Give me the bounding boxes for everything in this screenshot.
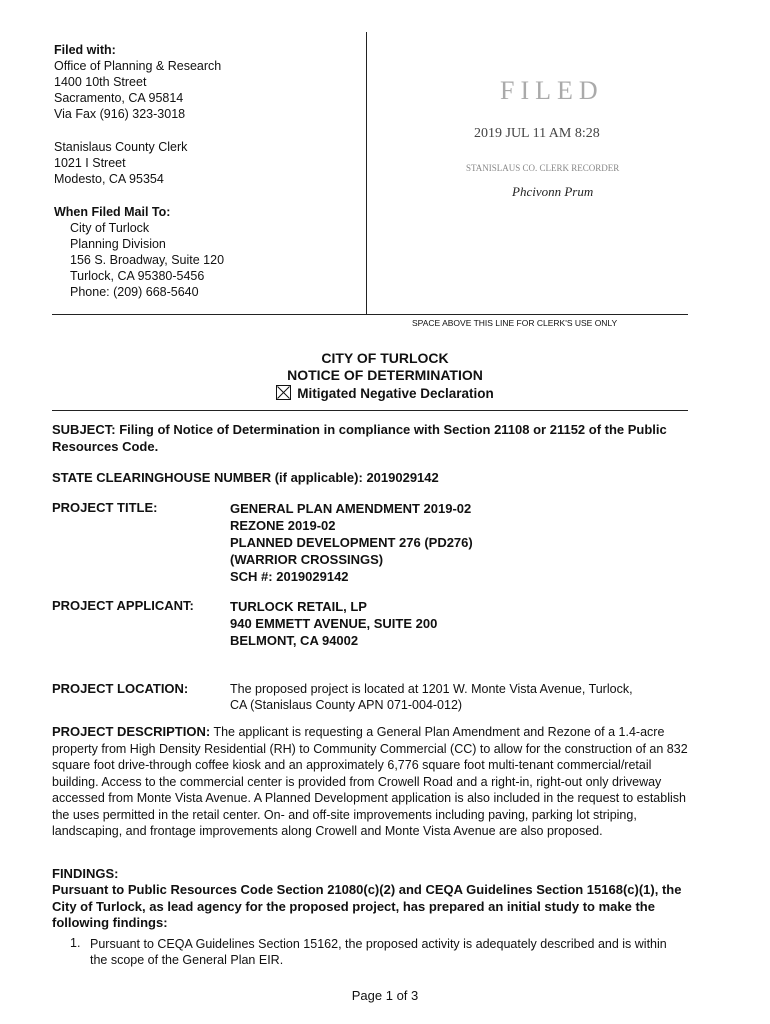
- clerk-use-caption: SPACE ABOVE THIS LINE FOR CLERK'S USE ONLY: [412, 318, 618, 328]
- declaration-line: [0, 385, 770, 401]
- location-line: The proposed project is located at 1201 W. Monte Vista Avenue, Turlock,: [230, 682, 633, 696]
- location-line: CA (Stanislaus County APN 071-004-012): [230, 698, 463, 712]
- county-address: 1021 I Street: [54, 156, 126, 170]
- notice-title: NOTICE OF DETERMINATION: [287, 367, 483, 383]
- applicant-line: 940 EMMETT AVENUE, SUITE 200: [230, 616, 438, 631]
- clearinghouse-number: 2019029142: [366, 470, 439, 485]
- mail-to-line: Phone: (209) 668-5640: [70, 285, 199, 299]
- vertical-divider: [366, 32, 367, 315]
- project-applicant-value: [230, 598, 437, 649]
- title-line: (WARRIOR CROSSINGS): [230, 552, 384, 567]
- mail-to-line: 156 S. Broadway, Suite 120: [70, 253, 225, 267]
- subject-text: Filing of Notice of Determination in compliance with Section 21108 or 21152 of the Public Resources Code.: [52, 422, 667, 454]
- clearinghouse-label: STATE CLEARINGHOUSE NUMBER (if applicable):: [52, 470, 363, 485]
- findings-intro: Pursuant to Public Resources Code Section 21080(c)(2) and CEQA Guidelines Section 15168(c)(1), the City of Turlock, as lead agency for the proposed project, has prepared an initial study to make the following findings:: [52, 882, 682, 930]
- opr-city: Sacramento, CA 95814: [54, 91, 184, 105]
- project-location-label: PROJECT LOCATION:: [52, 681, 189, 696]
- mail-to-line: City of Turlock: [70, 221, 150, 235]
- subject-label: SUBJECT:: [52, 422, 116, 437]
- mail-to-line: Turlock, CA 95380-5456: [70, 269, 205, 283]
- mail-to-heading: When Filed Mail To:: [54, 205, 171, 219]
- page-number: Page 1 of 3: [351, 988, 419, 1003]
- county-clerk-line: Stanislaus County Clerk: [54, 140, 188, 154]
- mail-to-line: Planning Division: [70, 237, 166, 251]
- city-title: CITY OF TURLOCK: [321, 350, 449, 366]
- description-label: PROJECT DESCRIPTION:: [52, 724, 211, 739]
- subject-block: [52, 422, 692, 455]
- project-description: [52, 724, 692, 840]
- project-title-label: PROJECT TITLE:: [52, 500, 158, 515]
- finding-number: 1.: [70, 936, 81, 950]
- description-text: The applicant is requesting a General Plan Amendment and Rezone of a 1.4-acre property from High Density Residential (RH) to Community Commercial (CC) to allow for the construction of an 832 square foot drive-through coffee kiosk and an approximately 6,776 square foot multi-tenant commercial/retail building. Access to the commercial center is provided from Crowell Road and a right-in, right-out only driveway accessed from Monte Vista Avenue. A Planned Development application is also included in the request to establish the uses permitted in the retail center. On- and off-site improvements including paving, parking lot striping, landscaping, and frontage improvements along Crowell and Monte Vista Avenue are also proposed.: [52, 725, 688, 838]
- title-line: PLANNED DEVELOPMENT 276 (PD276): [230, 535, 473, 550]
- opr-line: Office of Planning & Research: [54, 59, 222, 73]
- opr-fax: Via Fax (916) 323-3018: [54, 107, 186, 121]
- applicant-line: BELMONT, CA 94002: [230, 633, 359, 648]
- filed-stamp: FILED: [500, 76, 604, 105]
- declaration-text: Mitigated Negative Declaration: [297, 386, 494, 401]
- project-title-value: [230, 500, 473, 585]
- applicant-line: TURLOCK RETAIL, LP: [230, 599, 367, 614]
- title-line: REZONE 2019-02: [230, 518, 336, 533]
- title-line: GENERAL PLAN AMENDMENT 2019-02: [230, 501, 472, 516]
- stamp-signature: Phcivonn Prum: [512, 184, 594, 199]
- clerk-line: [52, 314, 688, 315]
- title-line: SCH #: 2019029142: [230, 569, 349, 584]
- filed-with-heading: Filed with:: [54, 43, 116, 57]
- checked-checkbox-icon: [276, 385, 291, 400]
- project-applicant-label: PROJECT APPLICANT:: [52, 598, 194, 613]
- project-location-value: [230, 681, 633, 713]
- stamp-date: 2019 JUL 11 AM 8:28: [474, 126, 600, 141]
- clearinghouse-line: [52, 470, 439, 485]
- header-divider: [52, 410, 688, 411]
- findings-label: FINDINGS:: [52, 866, 119, 881]
- finding-text: Pursuant to CEQA Guidelines Section 15162, the proposed activity is adequately described and is within the scope of the General Plan EIR.: [90, 937, 667, 967]
- stamp-clerk: STANISLAUS CO. CLERK RECORDER: [466, 163, 620, 173]
- county-city: Modesto, CA 95354: [54, 172, 164, 186]
- opr-address: 1400 10th Street: [54, 75, 147, 89]
